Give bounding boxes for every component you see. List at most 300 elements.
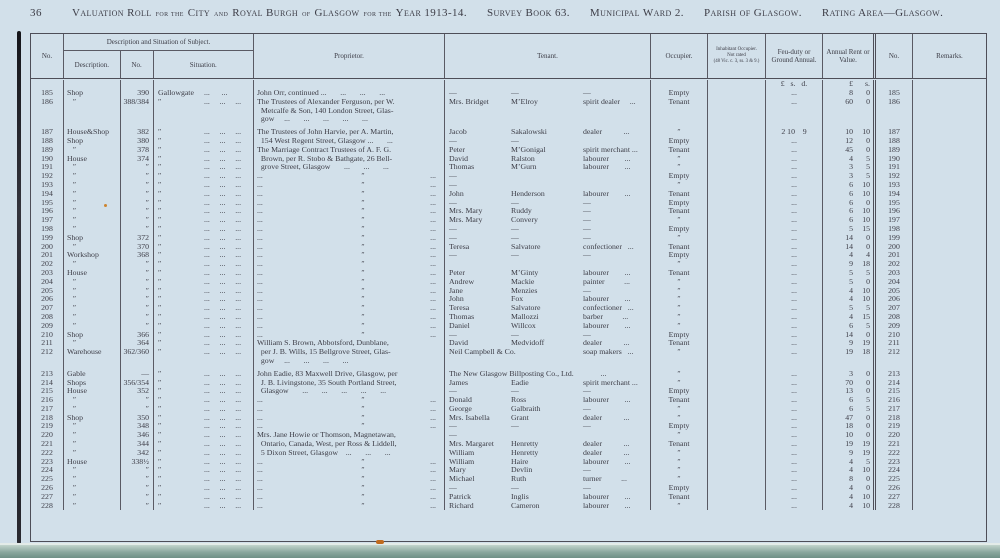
cell-feu-duty: ... [766,330,823,339]
cell-inhabitant-occupier [708,106,766,115]
cell-tenant: Peter M’Ginty labourer ... [445,269,651,278]
cell-entry-no-right: 208 [876,313,913,322]
header-annual-rent: Annual Rent or Value. [823,34,876,78]
table-row [31,286,986,295]
cell-remarks [913,339,986,348]
cell-feu-duty: ... [766,313,823,322]
cell-proprietor: 154 West Regent Street, Glasgow ... ... [254,137,445,146]
cell-tenant [445,357,651,366]
table-row [31,190,986,199]
cell-description: ″ [64,405,121,414]
cell-proprietor: ... ″ ... [254,493,445,502]
cell-street-no: ″ [121,466,154,475]
cell-entry-no-right: 192 [876,172,913,181]
cell-entry-no-right: 194 [876,190,913,199]
cell-description: ″ [64,278,121,287]
cell-remarks [913,405,986,414]
cell-proprietor: ... ″ ... [254,313,445,322]
cell-remarks [913,198,986,207]
cell-inhabitant-occupier [708,405,766,414]
cell-remarks [913,172,986,181]
cell-description: Warehouse [64,348,121,357]
cell-entry-no-right: 217 [876,405,913,414]
cell-occupier [651,106,708,115]
cell-tenant: — — — [445,234,651,243]
cell-proprietor: ... ″ ... [254,269,445,278]
cell-proprietor: Brown, per R. Stobo & Bathgate, 26 Bell- [254,154,445,163]
cell-annual-rent: 8 0 [823,475,876,484]
cell-situation: ″ ... ... ... [154,457,254,466]
cell-occupier: ″ [651,260,708,269]
cell-annual-rent [823,106,876,115]
cell-annual-rent: 4 5 [823,154,876,163]
cell-street-no: 362/360 [121,348,154,357]
cell-tenant: Patrick Inglis labourer ... [445,493,651,502]
cell-tenant: Teresa Salvatore confectioner ... [445,304,651,313]
cell-feu-duty: 2 10 9 [766,124,823,137]
scan-bottom-band [0,545,1000,558]
cell-occupier: ″ [651,466,708,475]
cell-annual-rent: 6 5 [823,396,876,405]
cell-annual-rent: 4 5 [823,457,876,466]
cell-description [64,106,121,115]
cell-entry-no: 228 [31,501,64,510]
cell-description: ″ [64,440,121,449]
cell-description: ″ [64,501,121,510]
cell-feu-duty: ... [766,234,823,243]
cell-entry-no-right: 196 [876,207,913,216]
cell-street-no: 346 [121,431,154,440]
cell-annual-rent: 18 0 [823,422,876,431]
cell-entry-no-right: 204 [876,278,913,287]
cell-proprietor: The Trustees of John Harvie, per A. Martin, [254,124,445,137]
table-row [31,234,986,243]
cell-tenant: Jacob Sakalowski dealer ... [445,124,651,137]
cell-street-no: ″ [121,260,154,269]
cell-proprietor: 5 Dixon Street, Glasgow ... ... ... [254,449,445,458]
cell-tenant: — [445,181,651,190]
table-row [31,154,986,163]
cell-proprietor: grove Street, Glasgow ... ... ... [254,163,445,172]
cell-remarks [913,106,986,115]
cell-entry-no: 220 [31,431,64,440]
cell-entry-no: 212 [31,348,64,357]
cell-entry-no: 217 [31,405,64,414]
cell-description: ″ [64,339,121,348]
cell-entry-no: 226 [31,484,64,493]
cell-description: Shop [64,89,121,98]
cell-feu-duty: ... [766,295,823,304]
cell-situation: ″ ... ... ... [154,278,254,287]
cell-entry-no: 225 [31,475,64,484]
cell-occupier: ″ [651,378,708,387]
cell-tenant: Thomas Mallozzi barber ... [445,313,651,322]
cell-entry-no [31,115,64,124]
cell-entry-no: 203 [31,269,64,278]
cell-tenant: — — — [445,198,651,207]
page-title-segment: Survey Book 63. [486,7,570,19]
cell-proprietor: ... ″ ... [254,501,445,510]
cell-inhabitant-occupier [708,234,766,243]
cell-entry-no-right: 205 [876,286,913,295]
cell-entry-no-right [876,106,913,115]
cell-feu-duty: ... [766,413,823,422]
cell-occupier: Empty [651,89,708,98]
cell-situation: ″ ... ... ... [154,154,254,163]
table-row [31,137,986,146]
cell-entry-no-right: 216 [876,396,913,405]
cell-description: ″ [64,242,121,251]
table-row [31,295,986,304]
cell-description: ″ [64,449,121,458]
cell-remarks [913,137,986,146]
cell-proprietor: ... ″ ... [254,457,445,466]
cell-proprietor: ... ″ ... [254,413,445,422]
cell-feu-duty: ... [766,387,823,396]
cell-remarks [913,98,986,107]
cell-entry-no-right [876,115,913,124]
cell-situation: ″ ... ... ... [154,146,254,155]
table-row [31,413,986,422]
cell-feu-duty: ... [766,286,823,295]
cell-description: Shop [64,137,121,146]
cell-remarks [913,378,986,387]
page-header [30,7,988,19]
cell-tenant: Mrs. Mary Convery — [445,216,651,225]
cell-proprietor: ... ″ ... [254,172,445,181]
cell-entry-no: 213 [31,366,64,379]
cell-street-no: ″ [121,396,154,405]
cell-street-no: ″ [121,313,154,322]
cell-tenant [445,106,651,115]
page-title-segment: of [302,9,311,18]
cell-entry-no: 208 [31,313,64,322]
cell-situation: ″ ... ... ... [154,286,254,295]
cell-feu-duty: ... [766,181,823,190]
cell-remarks [913,225,986,234]
cell-situation: ″ ... ... ... [154,378,254,387]
cell-description: ″ [64,181,121,190]
cell-tenant: — [445,172,651,181]
page-title-segment: City [187,7,211,19]
cell-tenant: John Henderson labourer ... [445,190,651,199]
cell-remarks [913,216,986,225]
cell-tenant: — — [445,137,651,146]
cell-occupier: ″ [651,304,708,313]
cell-inhabitant-occupier [708,278,766,287]
header-proprietor: Proprietor. [254,34,445,78]
cell-description: House [64,154,121,163]
cell-feu-duty: ... [766,190,823,199]
cell-remarks [913,313,986,322]
cell-annual-rent: 4 10 [823,493,876,502]
cell-tenant: Donald Ross labourer ... [445,396,651,405]
cell-proprietor: ... ″ ... [254,251,445,260]
table-row [31,501,986,510]
cell-street-no: 370 [121,242,154,251]
cell-street-no: ″ [121,295,154,304]
cell-annual-rent: 5 5 [823,304,876,313]
cell-situation: ″ ... ... ... [154,190,254,199]
page-title-segment: for the [155,9,184,18]
cell-proprietor: ... ″ ... [254,422,445,431]
cell-feu-duty: ... [766,251,823,260]
cell-entry-no-right: 218 [876,413,913,422]
cell-remarks [913,431,986,440]
cell-annual-rent: 4 10 [823,295,876,304]
cell-description: ″ [64,216,121,225]
cell-entry-no-right: 201 [876,251,913,260]
table-row [31,449,986,458]
cell-annual-rent: 4 15 [823,313,876,322]
cell-inhabitant-occupier [708,339,766,348]
cell-inhabitant-occupier [708,115,766,124]
cell-entry-no: 192 [31,172,64,181]
cell-inhabitant-occupier [708,269,766,278]
header-description: Description. [64,51,121,78]
cell-remarks [913,234,986,243]
table-row [31,260,986,269]
cell-inhabitant-occupier [708,357,766,366]
cell-tenant: Thomas M’Gurn labourer ... [445,163,651,172]
cell-entry-no-right: 210 [876,330,913,339]
cell-tenant: James Eadie spirit merchant ... [445,378,651,387]
cell-feu-duty: ... [766,449,823,458]
cell-entry-no-right: 228 [876,501,913,510]
header-remarks: Remarks. [936,52,963,60]
table-row [31,422,986,431]
cell-remarks [913,124,986,137]
cell-remarks [913,295,986,304]
cell-remarks [913,366,986,379]
cell-inhabitant-occupier [708,330,766,339]
cell-street-no [121,357,154,366]
cell-entry-no-right: 200 [876,242,913,251]
cell-inhabitant-occupier [708,154,766,163]
cell-proprietor: ... ″ ... [254,190,445,199]
cell-situation: ″ ... ... ... [154,163,254,172]
table-row [31,304,986,313]
cell-remarks [913,304,986,313]
cell-feu-duty: ... [766,405,823,414]
cell-description: House [64,269,121,278]
cell-feu-duty: ... [766,466,823,475]
cell-remarks [913,89,986,98]
cell-situation [154,115,254,124]
cell-description: ″ [64,98,121,107]
cell-entry-no-right: 213 [876,366,913,379]
cell-feu-duty [766,115,823,124]
cell-entry-no-right: 195 [876,198,913,207]
cell-proprietor: Mrs. Jane Howie or Thomson, Magnetawan, [254,431,445,440]
cell-entry-no-right: 211 [876,339,913,348]
cell-feu-duty: £ s. d. [766,80,823,89]
header-occupier: Occupier. [651,34,708,78]
cell-occupier: ″ [651,181,708,190]
cell-street-no: ″ [121,405,154,414]
page-number: 36 [30,7,42,19]
cell-street-no: 390 [121,89,154,98]
cell-entry-no: 209 [31,322,64,331]
cell-entry-no-right: 187 [876,124,913,137]
cell-annual-rent: £ s. [823,80,876,89]
cell-occupier: Empty [651,422,708,431]
cell-entry-no: 193 [31,181,64,190]
cell-situation: ″ ... ... ... [154,172,254,181]
cell-entry-no-right: 225 [876,475,913,484]
cell-occupier: ″ [651,216,708,225]
cell-situation: ″ ... ... ... [154,98,254,107]
cell-situation: ″ ... ... ... [154,251,254,260]
cell-entry-no: 187 [31,124,64,137]
cell-proprietor: ... ″ ... [254,405,445,414]
cell-feu-duty: ... [766,198,823,207]
cell-proprietor: The Marriage Contract Trustees of A. F. G. [254,146,445,155]
cell-annual-rent: 12 0 [823,137,876,146]
cell-annual-rent: 6 10 [823,207,876,216]
cell-inhabitant-occupier [708,501,766,510]
cell-annual-rent: 9 19 [823,449,876,458]
cell-feu-duty: ... [766,322,823,331]
header-no: No. [31,34,64,78]
cell-occupier: Tenant [651,440,708,449]
cell-feu-duty: ... [766,475,823,484]
table-row [31,124,986,137]
cell-entry-no: 206 [31,295,64,304]
cell-description: Shops [64,378,121,387]
cell-description: ″ [64,295,121,304]
cell-entry-no-right: 186 [876,98,913,107]
cell-annual-rent: 3 5 [823,163,876,172]
cell-tenant: — — — [445,330,651,339]
cell-inhabitant-occupier [708,137,766,146]
cell-entry-no: 196 [31,207,64,216]
cell-entry-no: 222 [31,449,64,458]
cell-entry-no: 188 [31,137,64,146]
cell-situation: ″ ... ... ... [154,225,254,234]
cell-proprietor: John Orr, continued ... ... ... ... [254,89,445,98]
cell-description: ″ [64,466,121,475]
cell-street-no: ″ [121,225,154,234]
cell-description: ″ [64,198,121,207]
cell-entry-no: 204 [31,278,64,287]
cell-remarks [913,387,986,396]
cell-annual-rent: 4 10 [823,466,876,475]
cell-entry-no: 195 [31,198,64,207]
cell-description: ″ [64,493,121,502]
table-row [31,163,986,172]
cell-annual-rent: 3 0 [823,366,876,379]
table-row [31,457,986,466]
cell-occupier: Empty [651,225,708,234]
cell-remarks [913,146,986,155]
cell-tenant: — [445,431,651,440]
table-row [31,387,986,396]
cell-occupier: Tenant [651,493,708,502]
cell-feu-duty: ... [766,137,823,146]
cell-occupier: ″ [651,457,708,466]
cell-situation: ″ ... ... ... [154,493,254,502]
cell-occupier: ″ [651,449,708,458]
cell-inhabitant-occupier [708,304,766,313]
cell-entry-no-right: 207 [876,304,913,313]
cell-remarks [913,484,986,493]
cell-entry-no-right: 220 [876,431,913,440]
cell-feu-duty: ... [766,207,823,216]
cell-tenant [445,80,651,89]
cell-entry-no-right: 185 [876,89,913,98]
header-street-no: No. [121,51,154,78]
cell-street-no: ″ [121,322,154,331]
cell-proprietor: ... ″ ... [254,260,445,269]
cell-proprietor: William S. Brown, Abbotsford, Dunblane, [254,339,445,348]
cell-proprietor: Ontario, Canada, West, per Ross & Liddell, [254,440,445,449]
cell-description: ″ [64,207,121,216]
cell-occupier: ″ [651,154,708,163]
cell-description: ″ [64,475,121,484]
cell-situation: ″ ... ... ... [154,322,254,331]
cell-situation: ″ ... ... ... [154,313,254,322]
cell-inhabitant-occupier [708,146,766,155]
cell-street-no: 380 [121,137,154,146]
cell-street-no: — [121,366,154,379]
cell-annual-rent: 14 0 [823,330,876,339]
cell-occupier: ″ [651,322,708,331]
cell-occupier: Empty [651,330,708,339]
cell-tenant: — — — [445,89,651,98]
page-title-segment: Year 1913-14. [395,7,467,19]
cell-inhabitant-occupier [708,366,766,379]
cell-inhabitant-occupier [708,190,766,199]
cell-tenant: Mrs. Margaret Henretty dealer ... [445,440,651,449]
cell-entry-no-right: 190 [876,154,913,163]
cell-occupier: Tenant [651,242,708,251]
cell-entry-no-right: 202 [876,260,913,269]
cell-street-no: 348 [121,422,154,431]
cell-inhabitant-occupier [708,413,766,422]
cell-description: Shop [64,413,121,422]
cell-entry-no-right: 221 [876,440,913,449]
cell-inhabitant-occupier [708,163,766,172]
cell-description: ″ [64,172,121,181]
table-row [31,146,986,155]
cell-situation: ″ ... ... ... [154,387,254,396]
cell-remarks [913,457,986,466]
cell-proprietor: gow ... ... ... ... [254,357,445,366]
cell-feu-duty: ... [766,163,823,172]
cell-street-no: ″ [121,181,154,190]
cell-occupier: ″ [651,501,708,510]
cell-annual-rent: 47 0 [823,413,876,422]
cell-entry-no-right: 224 [876,466,913,475]
cell-proprietor: ... ″ ... [254,295,445,304]
cell-occupier: Tenant [651,396,708,405]
cell-remarks [913,286,986,295]
cell-tenant: Andrew Mackie painter ... [445,278,651,287]
cell-situation: ″ ... ... ... [154,330,254,339]
cell-situation: ″ ... ... ... [154,339,254,348]
cell-description [64,357,121,366]
cell-remarks [913,396,986,405]
cell-tenant: William Henretty dealer ... [445,449,651,458]
cell-feu-duty: ... [766,440,823,449]
cell-entry-no-right: 206 [876,295,913,304]
cell-situation: ″ ... ... ... [154,449,254,458]
cell-annual-rent: 4 4 [823,251,876,260]
cell-entry-no-right: 188 [876,137,913,146]
cell-feu-duty: ... [766,339,823,348]
cell-remarks [913,501,986,510]
